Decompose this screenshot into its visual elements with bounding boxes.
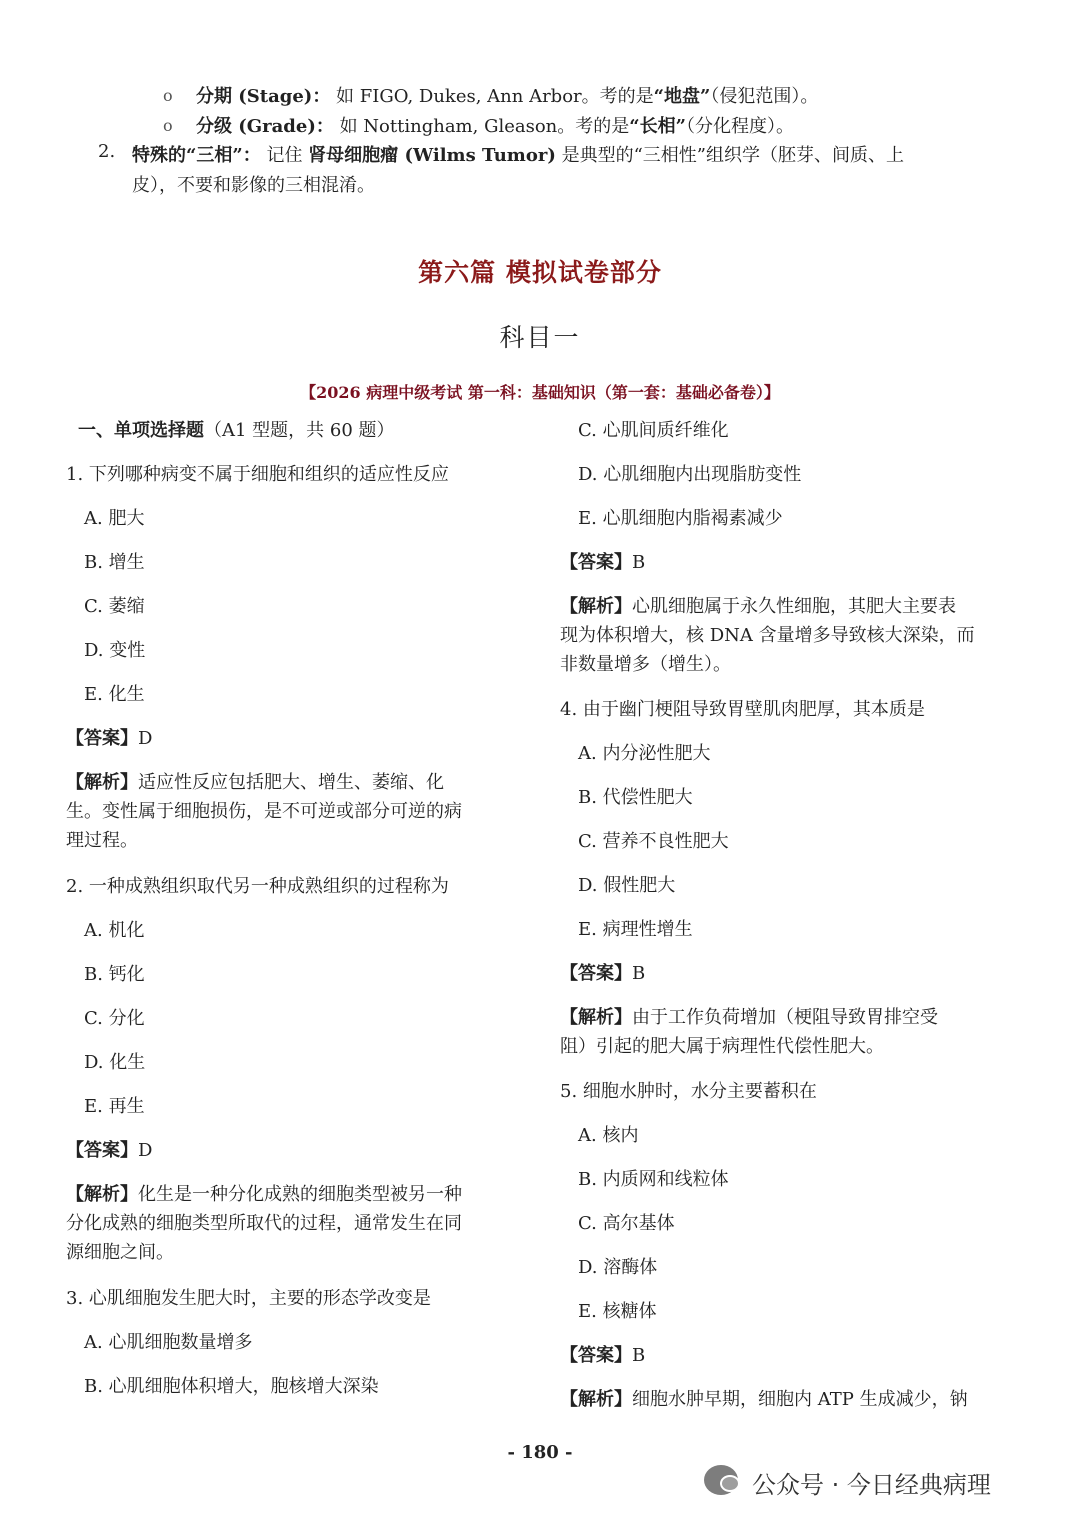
option-item: A. 肥大 <box>84 508 145 529</box>
analysis-label: 【解析】 <box>66 1184 138 1205</box>
answer-line <box>560 1341 645 1367</box>
option-item: D. 心肌细胞内出现脂肪变性 <box>578 464 802 485</box>
option-item: E. 化生 <box>84 684 145 705</box>
option-item: C. 心肌间质纤维化 <box>578 420 729 441</box>
analysis-line <box>66 768 444 794</box>
option-item: D. 溶酶体 <box>578 1257 658 1278</box>
analysis-text: 阻）引起的肥大属于病理性代偿性肥大。 <box>560 1036 884 1057</box>
option-item: C. 营养不良性肥大 <box>578 831 729 852</box>
part-heading-normal: （A1 型题，共 60 题） <box>204 420 395 441</box>
analysis-text: 心肌细胞属于永久性细胞，其肥大主要表 <box>632 596 956 617</box>
analysis-line <box>560 592 956 618</box>
part-heading <box>78 416 395 442</box>
item2-bold: 肾母细胞瘤 (Wilms Tumor) <box>308 145 556 166</box>
grade-quote: “长相” <box>629 116 686 137</box>
option-item: B. 增生 <box>84 552 145 573</box>
answer-label: 【答案】 <box>560 963 632 984</box>
item2-text1: 记住 <box>260 145 309 166</box>
option-item: B. 内质网和线粒体 <box>578 1169 729 1190</box>
question-stem: 4. 由于幽门梗阻导致胃壁肌肉肥厚，其本质是 <box>560 699 925 720</box>
option-item: D. 变性 <box>84 640 146 661</box>
analysis-text: 适应性反应包括肥大、增生、萎缩、化 <box>138 772 444 793</box>
question-stem: 3. 心肌细胞发生肥大时，主要的形态学改变是 <box>66 1288 431 1309</box>
question-stem: 1. 下列哪种病变不属于细胞和组织的适应性反应 <box>66 464 449 485</box>
option-item: E. 再生 <box>84 1096 145 1117</box>
page-number: - 180 - <box>507 1442 573 1463</box>
section-title: 第六篇 模拟试卷部分 <box>418 258 662 287</box>
answer-value: B <box>632 552 646 573</box>
analysis-label: 【解析】 <box>560 1007 632 1028</box>
analysis-text: 分化成熟的细胞类型所取代的过程，通常发生在同 <box>66 1213 462 1234</box>
analysis-line <box>66 1180 462 1206</box>
stage-line <box>196 82 818 108</box>
answer-line <box>560 959 645 985</box>
item2-text2: 是典型的“三相性”组织学（胚芽、间质、上 <box>555 145 904 166</box>
grade-key: 分级 (Grade)： <box>196 116 334 137</box>
answer-label: 【答案】 <box>560 552 632 573</box>
analysis-text: 源细胞之间。 <box>66 1242 174 1263</box>
grade-text: 如 Nottingham, Gleason。考的是 <box>333 116 630 137</box>
option-item: E. 病理性增生 <box>578 919 693 940</box>
bullet-circle: o <box>163 116 173 135</box>
analysis-text: 非数量增多（增生）。 <box>560 654 731 675</box>
option-item: C. 萎缩 <box>84 596 145 617</box>
grade-line <box>196 112 794 138</box>
option-item: A. 内分泌性肥大 <box>578 743 711 764</box>
answer-label: 【答案】 <box>66 728 138 749</box>
analysis-line <box>560 1003 938 1029</box>
stage-quote: “地盘” <box>653 86 711 107</box>
item2-key: 特殊的“三相”： <box>132 145 261 166</box>
question-stem: 2. 一种成熟组织取代另一种成熟组织的过程称为 <box>66 876 449 897</box>
analysis-text: 生。变性属于细胞损伤，是不可逆或部分可逆的病 <box>66 801 462 822</box>
option-item: A. 核内 <box>578 1125 639 1146</box>
subject-title: 科目一 <box>499 323 581 352</box>
stage-text: 如 FIGO, Dukes, Ann Arbor。考的是 <box>330 86 654 107</box>
analysis-label: 【解析】 <box>560 1389 632 1410</box>
item2-line2: 皮），不要和影像的三相混淆。 <box>132 175 375 196</box>
option-item: E. 心肌细胞内脂褐素减少 <box>578 508 783 529</box>
part-heading-bold: 一、单项选择题 <box>78 420 204 441</box>
option-item: A. 机化 <box>84 920 145 941</box>
analysis-text: 现为体积增大，核 DNA 含量增多导致核大深染，而 <box>560 625 975 646</box>
option-item: B. 心肌细胞体积增大，胞核增大深染 <box>84 1376 379 1397</box>
bullet-circle: o <box>163 86 173 105</box>
option-item: B. 代偿性肥大 <box>578 787 693 808</box>
question-stem: 5. 细胞水肿时，水分主要蓄积在 <box>560 1081 817 1102</box>
wechat-icon <box>704 1463 744 1497</box>
stage-key: 分期 (Stage)： <box>196 86 331 107</box>
answer-value: D <box>138 1140 153 1161</box>
answer-line <box>66 1136 152 1162</box>
option-item: C. 分化 <box>84 1008 145 1029</box>
analysis-label: 【解析】 <box>66 772 138 793</box>
analysis-label: 【解析】 <box>560 596 632 617</box>
analysis-line <box>560 1385 968 1411</box>
stage-tail: （侵犯范围）。 <box>710 86 819 107</box>
item2-line1 <box>132 141 904 167</box>
item2-number: 2. <box>98 141 116 162</box>
answer-value: D <box>138 728 153 749</box>
exam-header: 【2026 病理中级考试 第一科：基础知识（第一套：基础必备卷）】 <box>300 383 780 402</box>
answer-label: 【答案】 <box>66 1140 138 1161</box>
option-item: B. 钙化 <box>84 964 145 985</box>
analysis-text: 细胞水肿早期，细胞内 ATP 生成减少，钠 <box>632 1389 968 1410</box>
analysis-text: 化生是一种分化成熟的细胞类型被另一种 <box>138 1184 462 1205</box>
grade-tail: （分化程度）。 <box>685 116 794 137</box>
watermark-text: 公众号 · 今日经典病理 <box>752 1471 991 1499</box>
answer-value: B <box>632 963 646 984</box>
option-item: D. 化生 <box>84 1052 146 1073</box>
analysis-text: 由于工作负荷增加（梗阻导致胃排空受 <box>632 1007 938 1028</box>
option-item: E. 核糖体 <box>578 1301 657 1322</box>
answer-value: B <box>632 1345 646 1366</box>
option-item: D. 假性肥大 <box>578 875 676 896</box>
option-item: C. 高尔基体 <box>578 1213 675 1234</box>
answer-label: 【答案】 <box>560 1345 632 1366</box>
answer-line <box>66 724 152 750</box>
option-item: A. 心肌细胞数量增多 <box>84 1332 253 1353</box>
answer-line <box>560 548 645 574</box>
analysis-text: 理过程。 <box>66 830 138 851</box>
